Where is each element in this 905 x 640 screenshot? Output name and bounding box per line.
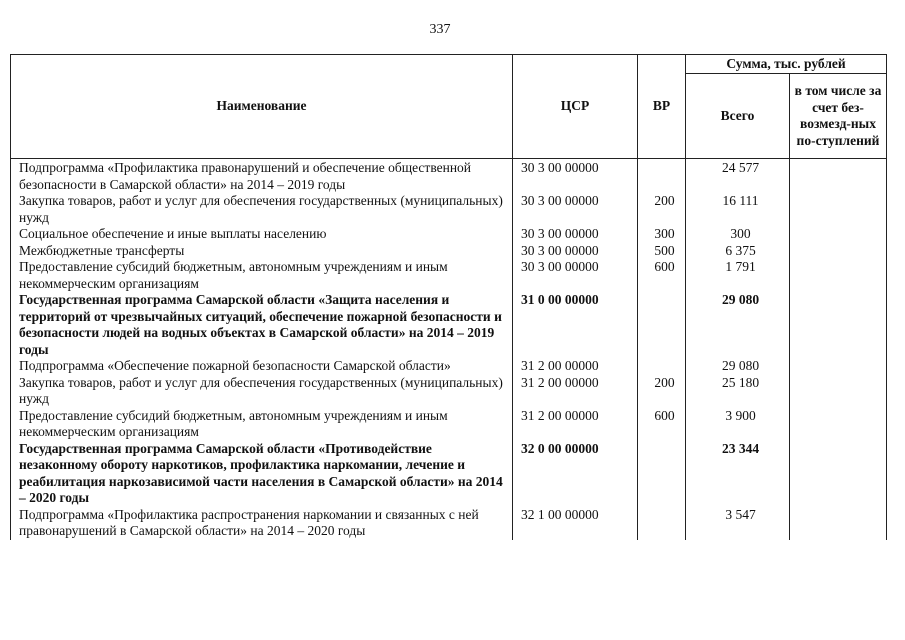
row-total-cell: 300 bbox=[686, 226, 790, 243]
table-row bbox=[11, 441, 887, 507]
row-total-cell: 25 180 bbox=[686, 375, 790, 408]
table-header bbox=[11, 55, 887, 159]
row-name-cell: Межбюджетные трансферты bbox=[11, 243, 513, 260]
row-csr-cell: 31 0 00 00000 bbox=[513, 292, 638, 358]
row-total-cell: 1 791 bbox=[686, 259, 790, 292]
row-name-cell: Предоставление субсидий бюджетным, автономным учреждениям и иным некоммерческим организациям bbox=[11, 408, 513, 441]
row-csr-cell: 32 1 00 00000 bbox=[513, 507, 638, 540]
row-name-cell: Предоставление субсидий бюджетным, автономным учреждениям и иным некоммерческим организациям bbox=[11, 259, 513, 292]
row-vr-cell bbox=[638, 292, 686, 358]
header-total: Всего bbox=[686, 74, 790, 159]
row-total-cell: 6 375 bbox=[686, 243, 790, 260]
table-body bbox=[11, 159, 887, 540]
row-name-cell: Социальное обеспечение и иные выплаты населению bbox=[11, 226, 513, 243]
row-vr-cell: 300 bbox=[638, 226, 686, 243]
row-csr-cell: 30 3 00 00000 bbox=[513, 243, 638, 260]
row-total-cell: 23 344 bbox=[686, 441, 790, 507]
header-name: Наименование bbox=[11, 55, 513, 159]
row-free-cell bbox=[790, 292, 887, 358]
row-total-cell: 24 577 bbox=[686, 159, 790, 194]
page-number: 337 bbox=[429, 22, 451, 37]
row-csr-cell: 30 3 00 00000 bbox=[513, 159, 638, 194]
header-sum-group: Сумма, тыс. рублей bbox=[686, 55, 887, 74]
row-csr-cell: 31 2 00 00000 bbox=[513, 358, 638, 375]
row-name-cell: Подпрограмма «Профилактика правонарушений и обеспечение общественной безопасности в Самарской области» на 2014 – 2019 годы bbox=[11, 159, 513, 194]
header-free-receipts: в том числе за счет без-возмезд-ных по-ступлений bbox=[790, 74, 887, 159]
table-row bbox=[11, 226, 887, 243]
row-vr-cell bbox=[638, 358, 686, 375]
table-row bbox=[11, 375, 887, 408]
table-row bbox=[11, 408, 887, 441]
table-row bbox=[11, 358, 887, 375]
row-free-cell bbox=[790, 441, 887, 507]
row-free-cell bbox=[790, 193, 887, 226]
row-name-cell: Закупка товаров, работ и услуг для обеспечения государственных (муниципальных) нужд bbox=[11, 375, 513, 408]
table-row bbox=[11, 159, 887, 194]
row-csr-cell: 32 0 00 00000 bbox=[513, 441, 638, 507]
row-vr-cell bbox=[638, 441, 686, 507]
row-free-cell bbox=[790, 408, 887, 441]
row-free-cell bbox=[790, 358, 887, 375]
header-vr: ВР bbox=[638, 55, 686, 159]
table-row bbox=[11, 292, 887, 358]
row-name-cell: Подпрограмма «Профилактика распространения наркомании и связанных с ней правонарушений в Самарской области» на 2014 – 2020 годы bbox=[11, 507, 513, 540]
row-csr-cell: 30 3 00 00000 bbox=[513, 193, 638, 226]
row-vr-cell: 600 bbox=[638, 408, 686, 441]
table-row bbox=[11, 259, 887, 292]
row-csr-cell: 30 3 00 00000 bbox=[513, 226, 638, 243]
header-csr: ЦСР bbox=[513, 55, 638, 159]
row-vr-cell: 600 bbox=[638, 259, 686, 292]
table-row bbox=[11, 243, 887, 260]
row-csr-cell: 31 2 00 00000 bbox=[513, 375, 638, 408]
row-total-cell: 29 080 bbox=[686, 358, 790, 375]
row-csr-cell: 31 2 00 00000 bbox=[513, 408, 638, 441]
row-name-cell: Государственная программа Самарской области «Защита населения и территорий от чрезвычайных ситуаций, обеспечение пожарной безопасности и безопасности людей на водных объектах в Самарской области» на 2014 – 2019 годы bbox=[11, 292, 513, 358]
row-name-cell: Закупка товаров, работ и услуг для обеспечения государственных (муниципальных) нужд bbox=[11, 193, 513, 226]
row-free-cell bbox=[790, 375, 887, 408]
row-total-cell: 3 547 bbox=[686, 507, 790, 540]
table-row bbox=[11, 507, 887, 540]
row-free-cell bbox=[790, 259, 887, 292]
row-csr-cell: 30 3 00 00000 bbox=[513, 259, 638, 292]
row-vr-cell: 500 bbox=[638, 243, 686, 260]
row-free-cell bbox=[790, 507, 887, 540]
row-name-cell: Подпрограмма «Обеспечение пожарной безопасности Самарской области» bbox=[11, 358, 513, 375]
row-vr-cell: 200 bbox=[638, 193, 686, 226]
row-vr-cell: 200 bbox=[638, 375, 686, 408]
row-free-cell bbox=[790, 243, 887, 260]
row-total-cell: 29 080 bbox=[686, 292, 790, 358]
row-name-cell: Государственная программа Самарской области «Противодействие незаконному обороту наркотиков, профилактика наркомании, лечение и реабилитация наркозависимой части населения в Самарской области» на 2014 – 2020 годы bbox=[11, 441, 513, 507]
table-row bbox=[11, 193, 887, 226]
row-total-cell: 3 900 bbox=[686, 408, 790, 441]
row-vr-cell bbox=[638, 159, 686, 194]
row-free-cell bbox=[790, 226, 887, 243]
row-vr-cell bbox=[638, 507, 686, 540]
row-free-cell bbox=[790, 159, 887, 194]
row-total-cell: 16 111 bbox=[686, 193, 790, 226]
budget-table bbox=[10, 54, 887, 540]
